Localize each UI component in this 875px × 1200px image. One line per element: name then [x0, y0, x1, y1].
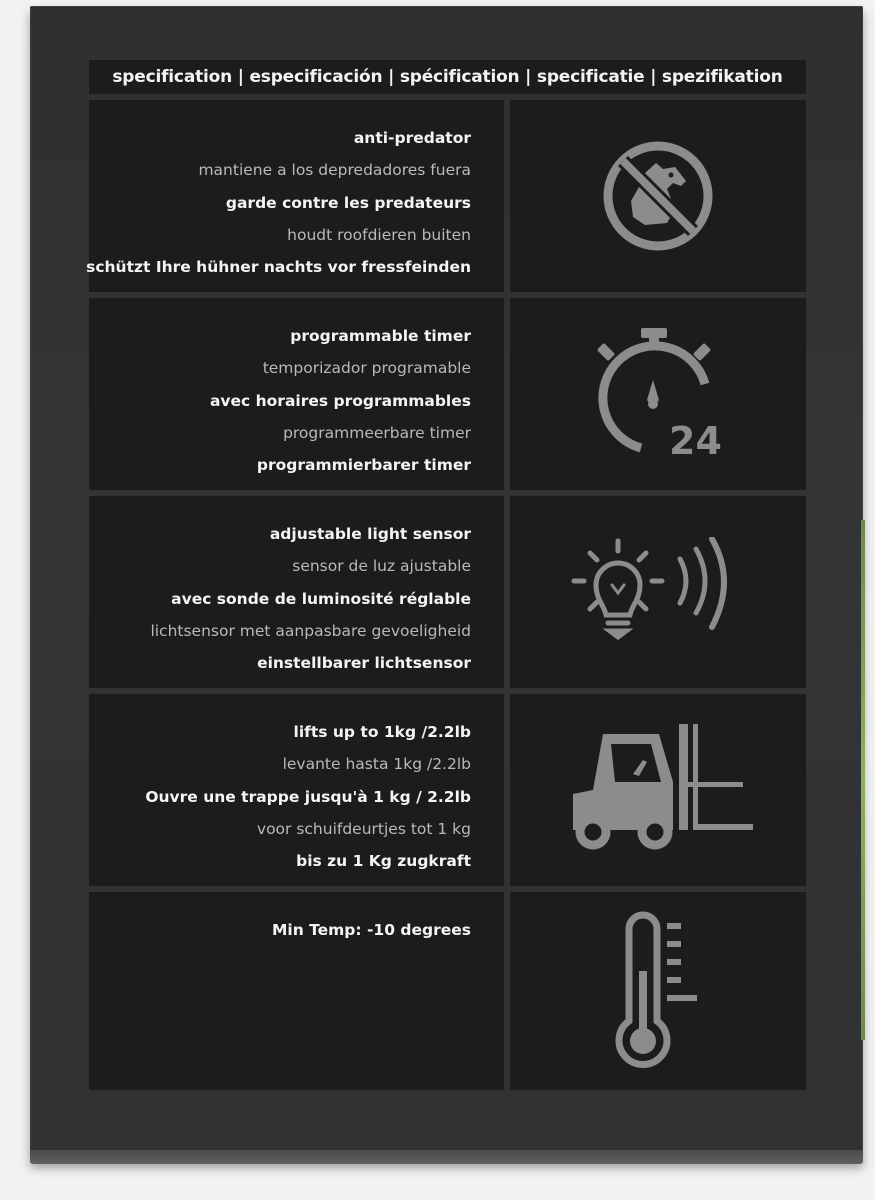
box-bottom-edge — [30, 1150, 863, 1164]
spec-line-en: adjustable light sensor — [269, 525, 471, 543]
spec-lines — [150, 518, 471, 679]
thermometer-icon — [603, 911, 713, 1071]
spec-line-nl: voor schuifdeurtjes tot 1 kg — [256, 819, 471, 838]
forklift-icon — [563, 720, 753, 860]
spec-row-timer — [89, 298, 806, 490]
box-side-accent — [861, 520, 865, 1040]
spec-lines — [210, 320, 471, 481]
spec-lines — [86, 122, 471, 283]
spec-line-es: temporizador programable — [262, 359, 471, 378]
spec-lines — [145, 716, 471, 877]
spec-icon-cell — [510, 298, 806, 490]
spec-row-light-sensor — [89, 496, 806, 688]
spec-line-en: anti-predator — [353, 129, 471, 147]
spec-line-es: mantiene a los depredadores fuera — [198, 161, 471, 180]
spec-line-nl: lichtsensor met aanpasbare gevoeligheid — [150, 621, 471, 640]
spec-lines — [272, 914, 471, 946]
spec-line-es: sensor de luz ajustable — [292, 557, 471, 576]
spec-row-anti-predator — [86, 100, 806, 292]
spec-icon-cell — [510, 496, 806, 688]
spec-line-fr: avec sonde de luminosité réglable — [171, 589, 471, 608]
spec-line-de: programmierbarer timer — [256, 456, 471, 475]
spec-text-cell — [89, 298, 504, 490]
spec-line-de: bis zu 1 Kg zugkraft — [296, 852, 471, 871]
lightbulb-sensor-icon — [568, 537, 748, 647]
no-fox-icon — [593, 131, 723, 261]
spec-line-fr: avec horaires programmables — [209, 391, 471, 410]
spec-text-cell — [89, 892, 504, 1090]
spec-row-lift — [89, 694, 806, 886]
spec-line-nl: programmeerbare timer — [283, 423, 471, 442]
spec-text-cell — [89, 496, 504, 688]
spec-line-nl: houdt roofdieren buiten — [287, 225, 471, 244]
spec-line-de: einstellbarer lichtsensor — [257, 654, 471, 673]
spec-line-es: levante hasta 1kg /2.2lb — [282, 755, 471, 774]
spec-line-en: programmable timer — [290, 327, 471, 345]
timer-24-text: 24 — [669, 419, 722, 463]
spec-icon-cell — [510, 892, 806, 1090]
stopwatch-24-icon — [583, 324, 733, 464]
spec-row-temperature — [89, 892, 806, 1090]
spec-line-de: schützt Ihre hühner nachts vor fressfeinden — [86, 258, 471, 277]
spec-icon-cell — [510, 100, 806, 292]
specification-header: specification | especificación | spécification | specificatie | spezifikation — [89, 60, 806, 94]
spec-line-fr: garde contre les predateurs — [225, 193, 471, 212]
spec-line-fr: Ouvre une trappe jusqu'à 1 kg / 2.2lb — [145, 787, 471, 806]
spec-line-en: lifts up to 1kg /2.2lb — [293, 723, 471, 741]
spec-icon-cell — [510, 694, 806, 886]
spec-text-cell — [89, 694, 504, 886]
spec-line-en: Min Temp: -10 degrees — [271, 921, 471, 939]
spec-text-cell — [86, 100, 504, 292]
